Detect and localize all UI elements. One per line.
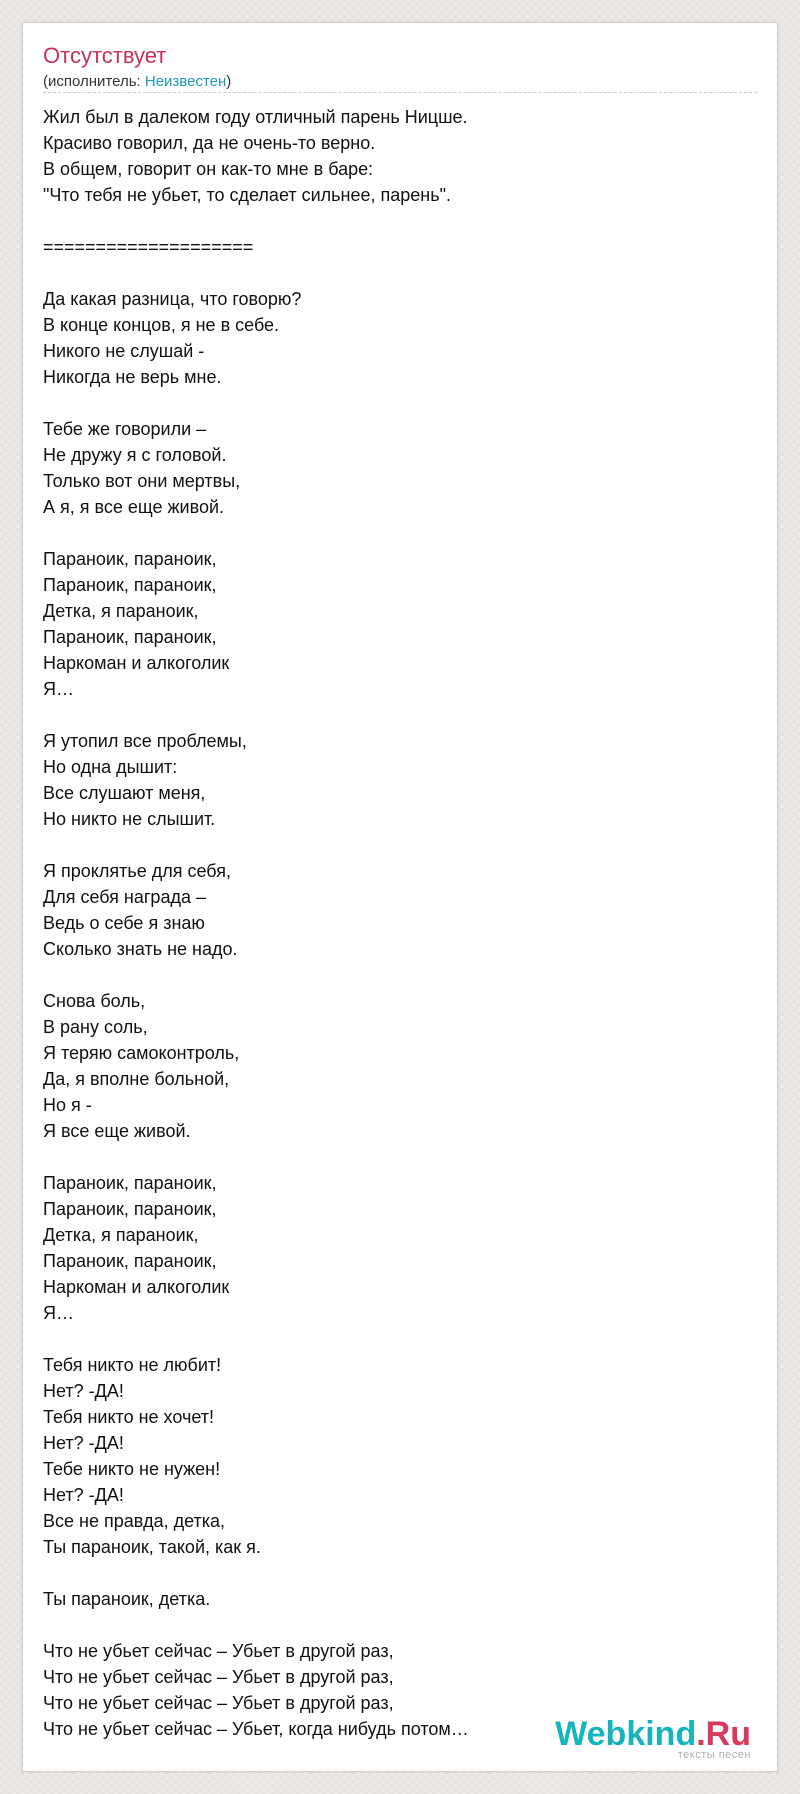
lyric-line: Параноик, параноик, [43,549,217,569]
song-title: Отсутствует [43,43,167,68]
lyric-line: В общем, говорит он как-то мне в баре: [43,159,374,179]
lyric-line [43,520,743,546]
lyric-line: Детка, я параноик, [43,601,199,621]
lyric-line: Тебя никто не любит! [43,1355,222,1375]
lyric-line: Я… [43,679,74,699]
lyric-line: Но одна дышит: [43,757,178,777]
lyric-line: Нет? -ДА! [43,1381,124,1401]
lyric-line: Ты параноик, детка. [43,1589,211,1609]
lyric-line: Да какая разница, что говорю? [43,289,302,309]
lyric-line: Что не убьет сейчас – Убьет в другой раз, [43,1693,394,1713]
lyric-line: Я все еще живой. [43,1121,191,1141]
lyric-line [43,832,743,858]
lyric-line: Параноик, параноик, [43,1173,217,1193]
lyric-line: Что не убьет сейчас – Убьет в другой раз, [43,1667,394,1687]
lyric-line: Никого не слушай - [43,341,205,361]
lyric-line: Для себя награда – [43,887,206,907]
lyric-line [43,1560,743,1586]
lyric-line [43,390,743,416]
logo-wordmark [555,1717,751,1751]
lyric-line: Но никто не слышит. [43,809,216,829]
logo-brand: Webkind [555,1715,697,1753]
webkind-logo[interactable] [555,1717,751,1761]
lyric-line [43,1612,743,1638]
lyric-line [43,962,743,988]
lyric-line: Никогда не верь мне. [43,367,222,387]
lyric-line: Тебе же говорили – [43,419,207,439]
lyric-line: Красиво говорил, да не очень-то верно. [43,133,376,153]
lyric-line: Наркоман и алкоголик [43,653,230,673]
lyric-line: Я теряю самоконтроль, [43,1043,240,1063]
lyric-line: Тебя никто не хочет! [43,1407,214,1427]
artist-prefix: (исполнитель: [43,73,145,90]
lyric-line: Нет? -ДА! [43,1433,124,1453]
lyric-line: Все не правда, детка, [43,1511,226,1531]
lyric-line: ==================== [43,237,254,257]
lyric-line: Не дружу я с головой. [43,445,227,465]
artist-link[interactable]: Неизвестен [144,73,227,90]
lyric-line: Жил был в далеком году отличный парень Ницше. [43,107,468,127]
logo-domain: .Ru [696,1715,751,1753]
lyric-line: Да, я вполне больной, [43,1069,230,1089]
lyric-line: Я утопил все проблемы, [43,731,247,751]
lyric-line: Я… [43,1303,74,1323]
lyric-line: Что не убьет сейчас – Убьет в другой раз, [43,1641,394,1661]
title-divider [43,92,757,93]
lyrics-text [43,104,743,1742]
lyric-line: Тебе никто не нужен! [43,1459,221,1479]
lyrics-card [22,22,778,1772]
lyric-line [43,208,743,234]
lyric-line: Параноик, параноик, [43,627,217,647]
lyric-line: В конце концов, я не в себе. [43,315,280,335]
lyric-line [43,1326,743,1352]
lyric-line: "Что тебя не убьет, то сделает сильнее, парень". [43,185,451,205]
logo-tagline: тексты песен [677,1749,751,1761]
lyric-line [43,702,743,728]
lyric-line: Что не убьет сейчас – Убьет, когда нибудь потом… [43,1719,469,1739]
lyric-line: Параноик, параноик, [43,575,217,595]
lyric-line [43,1144,743,1170]
lyric-line: Параноик, параноик, [43,1251,217,1271]
lyric-line: А я, я все еще живой. [43,497,225,517]
lyric-line: Детка, я параноик, [43,1225,199,1245]
lyric-line: В рану соль, [43,1017,148,1037]
lyric-line: Но я - [43,1095,92,1115]
lyric-line [43,260,743,286]
lyric-line: Ведь о себе я знаю [43,913,205,933]
lyric-line: Параноик, параноик, [43,1199,217,1219]
lyric-line: Наркоман и алкоголик [43,1277,230,1297]
artist-suffix: ) [226,73,232,90]
lyric-line: Снова боль, [43,991,146,1011]
lyric-line: Сколько знать не надо. [43,939,238,959]
lyric-line: Все слушают меня, [43,783,206,803]
lyric-line: Я проклятье для себя, [43,861,231,881]
lyric-line: Нет? -ДА! [43,1485,124,1505]
artist-line [43,73,231,90]
lyric-line: Только вот они мертвы, [43,471,241,491]
lyric-line: Ты параноик, такой, как я. [43,1537,261,1557]
